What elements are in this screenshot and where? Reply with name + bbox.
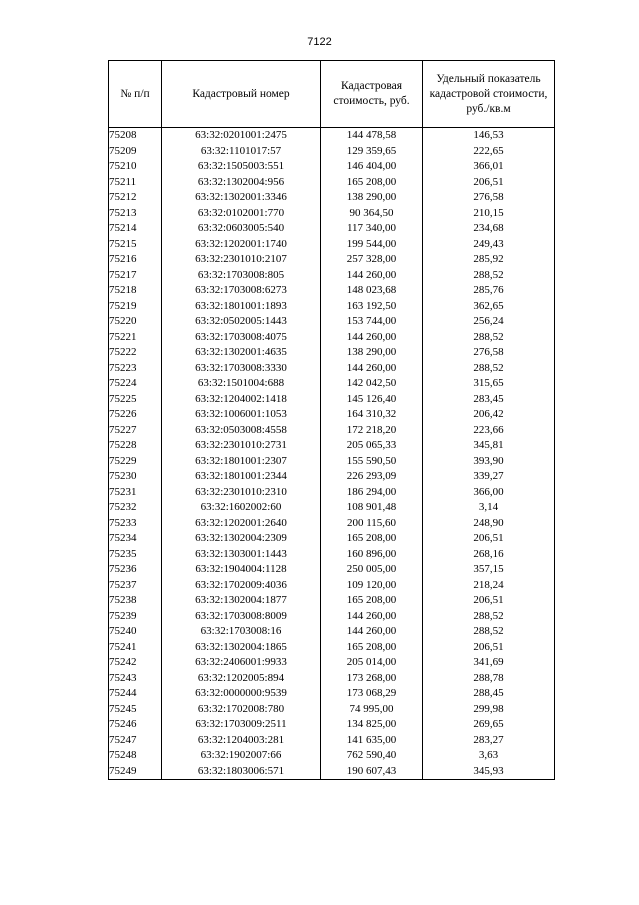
specific-index: 339,27: [423, 469, 555, 485]
cadastral-value: 144 260,00: [321, 361, 423, 377]
cadastral-number: 63:32:2301010:2310: [162, 485, 321, 501]
table-row: [109, 175, 555, 191]
cadastral-number: 63:32:1204003:281: [162, 733, 321, 749]
row-number: 75212: [109, 190, 162, 206]
cadastral-value: 90 364,50: [321, 206, 423, 222]
specific-index: 249,43: [423, 237, 555, 253]
table-row: [109, 128, 555, 144]
cadastral-value: 165 208,00: [321, 593, 423, 609]
table-row: [109, 407, 555, 423]
cadastral-value: 144 478,58: [321, 128, 423, 144]
specific-index: 3,14: [423, 500, 555, 516]
specific-index: 285,76: [423, 283, 555, 299]
table-row: [109, 376, 555, 392]
row-number: 75235: [109, 547, 162, 563]
row-number: 75248: [109, 748, 162, 764]
cadastral-value: 117 340,00: [321, 221, 423, 237]
row-number: 75228: [109, 438, 162, 454]
cadastral-value: 250 005,00: [321, 562, 423, 578]
cadastral-value: 257 328,00: [321, 252, 423, 268]
row-number: 75243: [109, 671, 162, 687]
specific-index: 345,81: [423, 438, 555, 454]
header-cadastral-number: Кадастровый номер: [162, 61, 321, 128]
table-row: [109, 655, 555, 671]
specific-index: 268,16: [423, 547, 555, 563]
row-number: 75229: [109, 454, 162, 470]
cadastral-number: 63:32:1501004:688: [162, 376, 321, 392]
cadastral-value: 205 065,33: [321, 438, 423, 454]
cadastral-value: 145 126,40: [321, 392, 423, 408]
page-number: 7122: [307, 36, 332, 48]
cadastral-number: 63:32:1703008:3330: [162, 361, 321, 377]
table-row: [109, 733, 555, 749]
table-row: [109, 640, 555, 656]
cadastral-value: 142 042,50: [321, 376, 423, 392]
cadastral-number: 63:32:1703009:2511: [162, 717, 321, 733]
header-cadastral-value: Кадастровая стоимость, руб.: [321, 61, 423, 128]
cadastral-number: 63:32:1302001:4635: [162, 345, 321, 361]
cadastral-value: 199 544,00: [321, 237, 423, 253]
specific-index: 285,92: [423, 252, 555, 268]
row-number: 75223: [109, 361, 162, 377]
cadastral-value: 762 590,40: [321, 748, 423, 764]
row-number: 75214: [109, 221, 162, 237]
cadastral-number: 63:32:1801001:2307: [162, 454, 321, 470]
row-number: 75219: [109, 299, 162, 315]
specific-index: 283,45: [423, 392, 555, 408]
row-number: 75217: [109, 268, 162, 284]
specific-index: 256,24: [423, 314, 555, 330]
cadastral-number: 63:32:1702008:780: [162, 702, 321, 718]
specific-index: 283,27: [423, 733, 555, 749]
specific-index: 341,69: [423, 655, 555, 671]
cadastral-value: 109 120,00: [321, 578, 423, 594]
row-number: 75234: [109, 531, 162, 547]
table-row: [109, 485, 555, 501]
specific-index: 3,63: [423, 748, 555, 764]
cadastral-number: 63:32:1302004:1877: [162, 593, 321, 609]
table-row: [109, 500, 555, 516]
specific-index: 222,65: [423, 144, 555, 160]
cadastral-number: 63:32:1302004:1865: [162, 640, 321, 656]
cadastral-number: 63:32:0000000:9539: [162, 686, 321, 702]
table-row: [109, 361, 555, 377]
specific-index: 288,45: [423, 686, 555, 702]
row-number: 75215: [109, 237, 162, 253]
row-number: 75239: [109, 609, 162, 625]
row-number: 75220: [109, 314, 162, 330]
table-row: [109, 438, 555, 454]
specific-index: 248,90: [423, 516, 555, 532]
row-number: 75249: [109, 764, 162, 780]
cadastral-number: 63:32:0201001:2475: [162, 128, 321, 144]
cadastral-number: 63:32:1006001:1053: [162, 407, 321, 423]
specific-index: 362,65: [423, 299, 555, 315]
cadastral-number: 63:32:1703008:4075: [162, 330, 321, 346]
cadastral-number: 63:32:2301010:2107: [162, 252, 321, 268]
row-number: 75241: [109, 640, 162, 656]
row-number: 75209: [109, 144, 162, 160]
cadastral-value: 172 218,20: [321, 423, 423, 439]
specific-index: 288,52: [423, 624, 555, 640]
specific-index: 345,93: [423, 764, 555, 780]
cadastral-number: 63:32:1303001:1443: [162, 547, 321, 563]
specific-index: 315,65: [423, 376, 555, 392]
cadastral-number: 63:32:1703008:16: [162, 624, 321, 640]
row-number: 75226: [109, 407, 162, 423]
cadastral-table: [108, 60, 555, 780]
row-number: 75238: [109, 593, 162, 609]
cadastral-value: 163 192,50: [321, 299, 423, 315]
cadastral-value: 190 607,43: [321, 764, 423, 780]
table-row: [109, 299, 555, 315]
cadastral-value: 165 208,00: [321, 531, 423, 547]
cadastral-value: 148 023,68: [321, 283, 423, 299]
table-body: [109, 128, 555, 780]
table-row: [109, 221, 555, 237]
row-number: 75230: [109, 469, 162, 485]
specific-index: 288,52: [423, 361, 555, 377]
row-number: 75247: [109, 733, 162, 749]
cadastral-value: 108 901,48: [321, 500, 423, 516]
row-number: 75222: [109, 345, 162, 361]
header-row: [109, 61, 555, 128]
specific-index: 357,15: [423, 562, 555, 578]
specific-index: 206,51: [423, 593, 555, 609]
cadastral-value: 173 068,29: [321, 686, 423, 702]
table-row: [109, 392, 555, 408]
cadastral-number: 63:32:1904004:1128: [162, 562, 321, 578]
row-number: 75246: [109, 717, 162, 733]
table-row: [109, 547, 555, 563]
specific-index: 206,42: [423, 407, 555, 423]
cadastral-number: 63:32:1703008:6273: [162, 283, 321, 299]
row-number: 75221: [109, 330, 162, 346]
cadastral-value: 186 294,00: [321, 485, 423, 501]
specific-index: 288,52: [423, 268, 555, 284]
specific-index: 393,90: [423, 454, 555, 470]
row-number: 75210: [109, 159, 162, 175]
cadastral-value: 153 744,00: [321, 314, 423, 330]
row-number: 75224: [109, 376, 162, 392]
cadastral-value: 146 404,00: [321, 159, 423, 175]
table-row: [109, 717, 555, 733]
row-number: 75208: [109, 128, 162, 144]
specific-index: 218,24: [423, 578, 555, 594]
specific-index: 269,65: [423, 717, 555, 733]
row-number: 75233: [109, 516, 162, 532]
cadastral-number: 63:32:2301010:2731: [162, 438, 321, 454]
cadastral-value: 200 115,60: [321, 516, 423, 532]
row-number: 75232: [109, 500, 162, 516]
cadastral-number: 63:32:1302004:956: [162, 175, 321, 191]
row-number: 75225: [109, 392, 162, 408]
cadastral-value: 164 310,32: [321, 407, 423, 423]
row-number: 75231: [109, 485, 162, 501]
specific-index: 206,51: [423, 640, 555, 656]
table-row: [109, 469, 555, 485]
row-number: 75245: [109, 702, 162, 718]
specific-index: 146,53: [423, 128, 555, 144]
cadastral-number: 63:32:1803006:571: [162, 764, 321, 780]
cadastral-value: 205 014,00: [321, 655, 423, 671]
table-row: [109, 206, 555, 222]
table-row: [109, 454, 555, 470]
table-row: [109, 516, 555, 532]
cadastral-number: 63:32:1505003:551: [162, 159, 321, 175]
cadastral-value: 226 293,09: [321, 469, 423, 485]
table-row: [109, 345, 555, 361]
table-row: [109, 237, 555, 253]
cadastral-number: 63:32:1101017:57: [162, 144, 321, 160]
table-row: [109, 268, 555, 284]
specific-index: 366,01: [423, 159, 555, 175]
specific-index: 206,51: [423, 175, 555, 191]
cadastral-number: 63:32:1602002:60: [162, 500, 321, 516]
header-specific-index: Удельный показатель кадастровой стоимости, руб./кв.м: [423, 61, 555, 128]
row-number: 75211: [109, 175, 162, 191]
table-row: [109, 578, 555, 594]
cadastral-value: 144 260,00: [321, 268, 423, 284]
cadastral-value: 155 590,50: [321, 454, 423, 470]
row-number: 75244: [109, 686, 162, 702]
table-row: [109, 330, 555, 346]
cadastral-number: 63:32:1202005:894: [162, 671, 321, 687]
row-number: 75216: [109, 252, 162, 268]
table-row: [109, 314, 555, 330]
cadastral-number: 63:32:1202001:1740: [162, 237, 321, 253]
cadastral-value: 160 896,00: [321, 547, 423, 563]
table-row: [109, 686, 555, 702]
table-row: [109, 252, 555, 268]
cadastral-number: 63:32:1204002:1418: [162, 392, 321, 408]
row-number: 75240: [109, 624, 162, 640]
table-row: [109, 671, 555, 687]
table-row: [109, 609, 555, 625]
row-number: 75236: [109, 562, 162, 578]
row-number: 75213: [109, 206, 162, 222]
table-row: [109, 531, 555, 547]
cadastral-number: 63:32:0503008:4558: [162, 423, 321, 439]
cadastral-value: 173 268,00: [321, 671, 423, 687]
specific-index: 276,58: [423, 345, 555, 361]
row-number: 75218: [109, 283, 162, 299]
table-row: [109, 748, 555, 764]
table-row: [109, 593, 555, 609]
row-number: 75242: [109, 655, 162, 671]
specific-index: 299,98: [423, 702, 555, 718]
table-row: [109, 764, 555, 780]
cadastral-number: 63:32:1801001:1893: [162, 299, 321, 315]
table-row: [109, 562, 555, 578]
cadastral-value: 165 208,00: [321, 640, 423, 656]
row-number: 75227: [109, 423, 162, 439]
specific-index: 223,66: [423, 423, 555, 439]
specific-index: 366,00: [423, 485, 555, 501]
specific-index: 288,52: [423, 609, 555, 625]
cadastral-number: 63:32:1703008:805: [162, 268, 321, 284]
cadastral-value: 138 290,00: [321, 345, 423, 361]
specific-index: 234,68: [423, 221, 555, 237]
cadastral-number: 63:32:1703008:8009: [162, 609, 321, 625]
cadastral-value: 144 260,00: [321, 609, 423, 625]
cadastral-number: 63:32:2406001:9933: [162, 655, 321, 671]
cadastral-value: 144 260,00: [321, 624, 423, 640]
specific-index: 206,51: [423, 531, 555, 547]
table-header: [109, 61, 555, 128]
table-row: [109, 190, 555, 206]
specific-index: 288,52: [423, 330, 555, 346]
cadastral-number: 63:32:1702009:4036: [162, 578, 321, 594]
cadastral-number: 63:32:1302001:3346: [162, 190, 321, 206]
table-row: [109, 144, 555, 160]
cadastral-number: 63:32:1902007:66: [162, 748, 321, 764]
cadastral-value: 129 359,65: [321, 144, 423, 160]
cadastral-number: 63:32:1801001:2344: [162, 469, 321, 485]
cadastral-number: 63:32:0102001:770: [162, 206, 321, 222]
specific-index: 288,78: [423, 671, 555, 687]
cadastral-value: 165 208,00: [321, 175, 423, 191]
cadastral-value: 74 995,00: [321, 702, 423, 718]
cadastral-value: 144 260,00: [321, 330, 423, 346]
table-row: [109, 159, 555, 175]
cadastral-number: 63:32:1302004:2309: [162, 531, 321, 547]
row-number: 75237: [109, 578, 162, 594]
specific-index: 210,15: [423, 206, 555, 222]
cadastral-value: 134 825,00: [321, 717, 423, 733]
cadastral-number: 63:32:1202001:2640: [162, 516, 321, 532]
table-row: [109, 702, 555, 718]
header-num: № п/п: [109, 61, 162, 128]
cadastral-value: 138 290,00: [321, 190, 423, 206]
table-row: [109, 423, 555, 439]
specific-index: 276,58: [423, 190, 555, 206]
cadastral-value: 141 635,00: [321, 733, 423, 749]
cadastral-number: 63:32:0502005:1443: [162, 314, 321, 330]
table-row: [109, 624, 555, 640]
table-row: [109, 283, 555, 299]
cadastral-number: 63:32:0603005:540: [162, 221, 321, 237]
